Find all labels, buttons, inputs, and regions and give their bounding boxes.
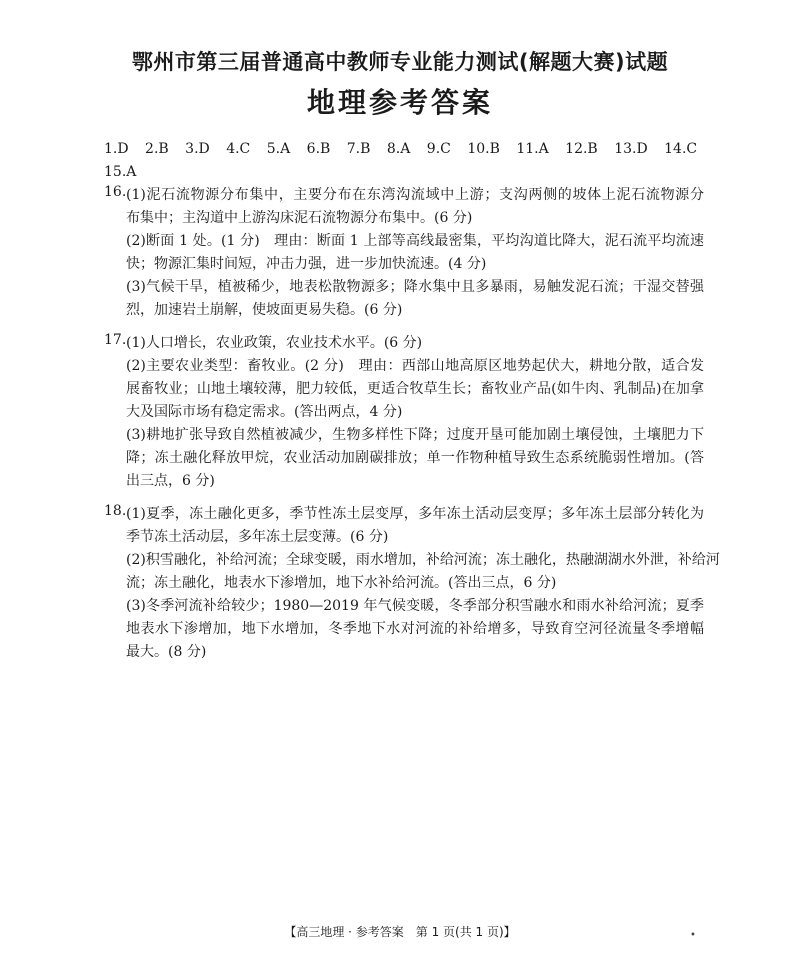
answer-line: (3)冬季河流补给较少；1980—2019 年气候变暖，冬季部分积雪融水和雨水补给河流；夏季 [126,598,704,614]
choice-answer: 5.A [266,141,291,157]
answer-line: 布集中；主沟道中上游沟床泥石流物源分布集中。(6 分) [126,210,473,226]
answer-line: 地表水下渗增加，地下水增加，冬季地下水对河流的补给增多，导致育空河径流量冬季增幅 [126,621,704,637]
answer-line: 出三点，6 分) [126,473,215,489]
choice-answer: 3.D [185,141,210,157]
choice-answer: 10.B [467,141,500,157]
choice-answer: 2.B [145,141,169,157]
choice-answer: 13.D [614,141,648,157]
answer-line: 季节冻土活动层，多年冻土层变薄。(6 分) [126,529,389,545]
page-subtitle: 地理参考答案 [306,86,493,119]
choice-answer: 7.B [346,141,371,157]
question-number: 17. [104,332,127,348]
answer-line: (1)泥石流物源分布集中，主要分布在东湾沟流域中上游；支沟两侧的坡体上泥石流物源分 [126,187,704,203]
question-18 [104,503,720,664]
choice-answer: 6.B [306,141,331,157]
answer-line: (2)积雪融化，补给河流；全球变暖，雨水增加，补给河流；冻土融化，热融湖湖水外泄，补给河 [126,552,720,568]
question-number: 16. [104,184,127,200]
answer-line: (3)耕地扩张导致自然植被减少，生物多样性下降；过度开垦可能加剧土壤侵蚀，土壤肥力下 [126,427,704,443]
answer-line: 快；物源汇集时间短，冲击力强，进一步加快流速。(4 分) [126,256,487,272]
choice-answer: 15.A [104,164,137,180]
choice-answer: 11.A [516,141,549,157]
answer-line: 降；冻土融化释放甲烷，农业活动加剧碳排放；单一作物种植导致生态系统脆弱性增加。(答 [126,450,704,466]
choice-answer: 9.C [426,141,451,157]
answer-line: 最大。(8 分) [126,644,207,660]
page-footer: 【高三地理 · 参考答案 第 1 页(共 1 页)】 [284,925,516,939]
answer-line: 展畜牧业；山地土壤较薄，肥力较低，更适合牧草生长；畜牧业产品(如牛肉、乳制品)在加拿 [126,381,704,397]
answer-line: (2)主要农业类型：畜牧业。(2 分) 理由：西部山地高原区地势起伏大，耕地分散，适合发 [126,358,704,374]
choice-answer: 12.B [565,141,598,157]
question-17 [104,332,704,493]
answer-line: (2)断面 1 处。(1 分) 理由：断面 1 上部等高线最密集，平均沟道比降大，泥石流平均流速 [126,233,704,249]
answer-line: 烈，加速岩土崩解，使坡面更易失稳。(6 分) [126,302,403,318]
choice-answer: 14.C [664,141,698,157]
corner-mark: • [690,930,696,941]
question-number: 18. [104,503,127,519]
answer-line: (1)夏季，冻土融化更多，季节性冻土层变厚，多年冻土活动层变厚；多年冻土层部分转化为 [126,506,704,522]
choice-row-2 [104,161,724,184]
choice-row-1 [104,138,724,161]
page-title: 鄂州市第三届普通高中教师专业能力测试(解题大赛)试题 [131,50,669,74]
choice-answer: 4.C [226,141,251,157]
answer-line: (3)气候干旱，植被稀少，地表松散物源多；降水集中且多暴雨，易触发泥石流；干湿交替强 [126,279,704,295]
choice-answer: 8.A [386,141,411,157]
answer-line: (1)人口增长，农业政策，农业技术水平。(6 分) [126,335,423,351]
choice-answer: 1.D [104,141,129,157]
choice-answers [104,138,724,184]
answer-line: 流；冻土融化，地表水下渗增加，地下水补给河流。(答出三点，6 分) [126,575,557,591]
question-16 [104,184,704,322]
answer-line: 大及国际市场有稳定需求。(答出两点，4 分) [126,404,403,420]
